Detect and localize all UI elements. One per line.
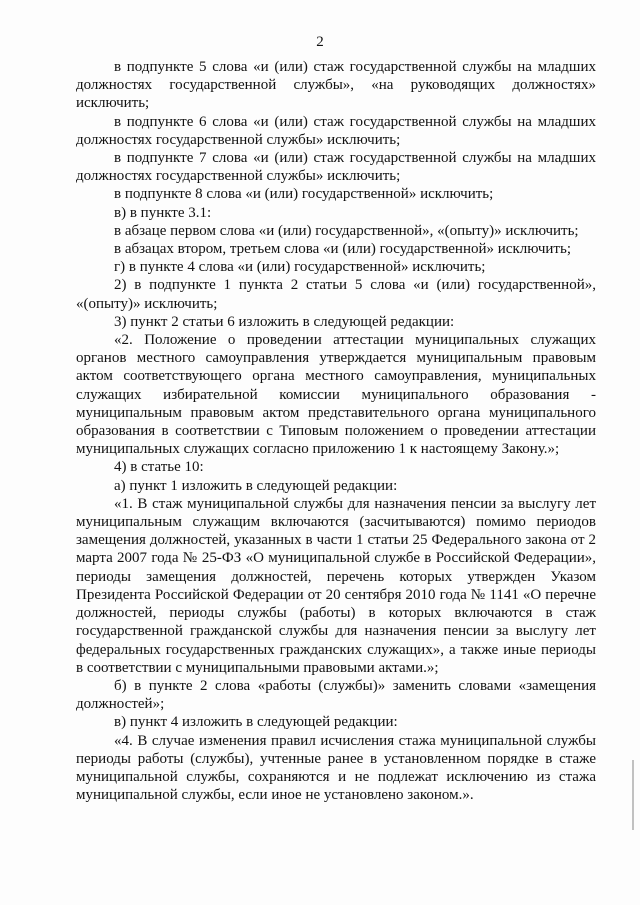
paragraph: а) пункт 1 изложить в следующей редакции: bbox=[114, 477, 398, 494]
scan-edge-mark bbox=[632, 760, 634, 830]
paragraph: в подпункте 5 слова «и (или) стаж государственной службы на младших должностях государственной службы», «на руководящих должностях» исключить; bbox=[76, 59, 596, 112]
paragraph: в) в пункте 3.1: bbox=[114, 204, 212, 221]
paragraph: «2. Положение о проведении аттестации муниципальных служащих органов местного самоуправления утверждается муниципальным правовым актом соответствующего органа местного самоуправления, муниципальных служащих избирательной комиссии муниципального образования - муниципальным правовым актом представительного органа муниципального образования в соответствии с Типовым положением о проведении аттестации муниципальных служащих согласно приложению 1 к настоящему Закону.»; bbox=[76, 332, 596, 458]
paragraph: «1. В стаж муниципальной службы для назначения пенсии за выслугу лет муниципальным служащим включаются (засчитываются) помимо периодов замещения должностей, указанных в части 1 статьи 25 Федерального закона от 2 марта 2007 года № 25-ФЗ «О муниципальной службе в Российской Федерации», периоды замещения должностей, перечень которых утвержден Указом Президента Российской Федерации от 20 сентября 2010 года № 1141 «О перечне должностей, периоды службы (работы) в которых включаются в стаж государственной гражданской службы для назначения пенсии за выслугу лет федеральных государственных гражданских служащих», а также иные периоды в соответствии с муниципальными правовыми актами.»; bbox=[76, 495, 596, 676]
page-number: 2 bbox=[316, 34, 324, 50]
paragraph: «4. В случае изменения правил исчисления стажа муниципальной службы периоды работы (службы), учтенные ранее в установленном порядке в стаже муниципальной службы, сохраняются и не подлежат исключению из стажа муниципальной службы, если иное не установлено законом.». bbox=[76, 732, 596, 804]
paragraph: в абзацах втором, третьем слова «и (или) государственной» исключить; bbox=[114, 241, 571, 258]
document-body bbox=[76, 58, 596, 804]
paragraph: 2) в подпункте 1 пункта 2 статьи 5 слова «и (или) государственной», «(опыту)» исключить; bbox=[76, 277, 596, 312]
paragraph: г) в пункте 4 слова «и (или) государственной» исключить; bbox=[114, 259, 486, 276]
paragraph: в) пункт 4 изложить в следующей редакции: bbox=[114, 714, 398, 731]
paragraph: б) в пункте 2 слова «работы (службы)» заменить словами «замещения должностей»; bbox=[76, 677, 596, 713]
paragraph: в абзаце первом слова «и (или) государственной», «(опыту)» исключить; bbox=[114, 222, 579, 239]
paragraph: 3) пункт 2 статьи 6 изложить в следующей редакции: bbox=[114, 313, 455, 330]
paragraph: 4) в статье 10: bbox=[114, 459, 204, 476]
paragraph: в подпункте 8 слова «и (или) государственной» исключить; bbox=[114, 186, 494, 203]
paragraph: в подпункте 6 слова «и (или) стаж государственной службы на младших должностях государственной службы» исключить; bbox=[76, 113, 596, 148]
paragraph: в подпункте 7 слова «и (или) стаж государственной службы на младших должностях государственной службы» исключить; bbox=[76, 150, 596, 185]
